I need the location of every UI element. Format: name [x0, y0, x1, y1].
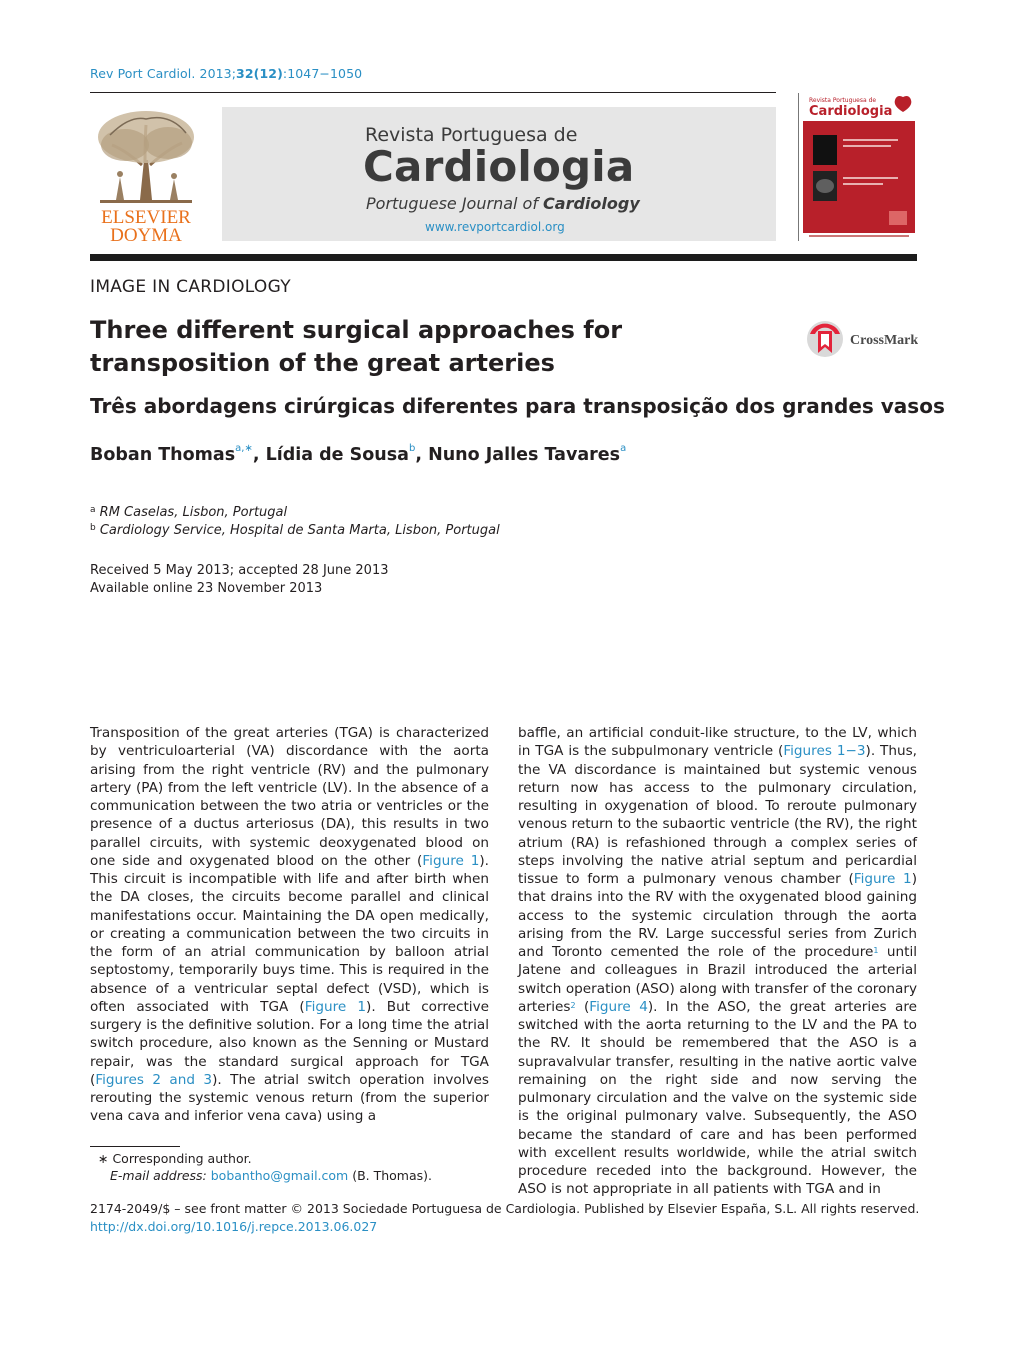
- svg-text:CrossMark: CrossMark: [850, 333, 918, 348]
- journal-url-link[interactable]: www.revportcardiol.org: [425, 220, 565, 234]
- header-rule-top: [90, 92, 776, 93]
- journal-name-line1: Revista Portuguesa de: [365, 124, 578, 146]
- figure-ref-link[interactable]: Figure 1: [853, 871, 912, 887]
- author-name[interactable]: Lídia de Sousa: [265, 445, 409, 465]
- author-affiliation-marker[interactable]: b: [408, 443, 416, 454]
- affiliation-b: $^b$ Cardiology Service, Hospital de Santa Marta, Lisbon, Portugal: [90, 523, 500, 538]
- citation-ref-link[interactable]: 1: [873, 946, 879, 955]
- journal-name-main: Cardiologia: [363, 142, 635, 191]
- crossmark-badge[interactable]: [806, 318, 918, 360]
- section-label: IMAGE IN CARDIOLOGY: [90, 277, 291, 297]
- author-affiliation-marker[interactable]: a,∗: [235, 443, 253, 454]
- figure-ref-link[interactable]: Figure 1: [422, 852, 480, 869]
- svg-text:Revista Portuguesa de: Revista Portuguesa de: [809, 97, 877, 104]
- figure-ref-link[interactable]: Figures 2 and 3: [95, 1071, 213, 1088]
- copyright-line: 2174-2049/$ – see front matter © 2013 Sociedade Portuguesa de Cardiologia. Published by Elsevier España, S.L. All rights reserved.: [90, 1201, 920, 1216]
- available-online-date: Available online 23 November 2013: [90, 581, 323, 596]
- figure-ref-link[interactable]: Figure 4: [589, 998, 648, 1015]
- doi-link[interactable]: http://dx.doi.org/10.1016/j.repce.2013.06.027: [90, 1219, 378, 1234]
- article-title: Three different surgical approaches for transposition of the great arteries: [90, 316, 623, 377]
- citation-ref-link[interactable]: 2: [570, 1000, 576, 1010]
- author-name[interactable]: Nuno Jalles Tavares: [428, 445, 621, 465]
- svg-text:ELSEVIER: ELSEVIER: [101, 207, 191, 228]
- elsevier-tree-icon: [90, 105, 202, 241]
- header-rule-bottom: [90, 254, 917, 261]
- affiliation-a: $^a$ RM Caselas, Lisbon, Portugal: [90, 505, 288, 520]
- body-column-left: Transposition of the great arteries (TGA) is characterized by ventriculoarterial (VA) discordance with the aorta arising from the right ventricle (RV) and the pulmonary artery (PA) from the left ventricle (LV). In the absence of a communication between the two atria or ventricles or the presence of a ductus arteriosus (DA), this results in two parallel circuits, with systemic deoxygenated blood on one side and oxygenated blood on the other (Figure 1). This circuit is incompatible with life and after birth when the DA closes, the circuits become parallel and clinical manifestations occur. Maintaining the DA open medically, or creating a communication between the two circuits in the form of an atrial communication by balloon atrial septostomy, temporarily buys time. This is required in the absence of a ventricular septal defect (VSD), which is often associated with TGA (Figure 1). But corrective surgery is the definitive solution. For a long time the atrial switch procedure, also known as the Senning or Mustard repair, was the standard surgical approach for TGA (Figures 2 and 3). The atrial switch operation involves rerouting the systemic venous return (from the superior vena cava and inferior vena cava) using a: [90, 725, 489, 1125]
- author-list: Boban Thomas$^{a,∗}$, Lídia de Sousa$^b$, Nuno Jalles Tavares$^a$: [90, 443, 627, 465]
- figure-ref-link[interactable]: Figure 1: [304, 998, 367, 1015]
- citation-line[interactable]: Rev Port Cardiol. 2013;32(12):1047−1050: [90, 66, 363, 81]
- figure-ref-link[interactable]: Figures 1−3: [783, 743, 866, 760]
- elsevier-doyma-logo: [90, 105, 202, 241]
- corresponding-author-footnote: ∗ Corresponding author. E-mail address: bobantho@gmail.com (B. Thomas).: [98, 1151, 432, 1183]
- journal-name-english: Portuguese Journal of Cardiology: [366, 194, 640, 213]
- footnote-rule: [90, 1146, 180, 1147]
- email-link[interactable]: bobantho@gmail.com: [210, 1168, 349, 1183]
- received-dates: Received 5 May 2013; accepted 28 June 2013: [90, 563, 389, 578]
- journal-cover-thumbnail: [798, 93, 916, 241]
- svg-text:Cardiologia: Cardiologia: [809, 104, 893, 119]
- author-name[interactable]: Boban Thomas: [90, 445, 236, 465]
- journal-banner: [222, 107, 776, 241]
- svg-text:DOYMA: DOYMA: [110, 225, 182, 241]
- article-subtitle: Três abordagens cirúrgicas diferentes para transposição dos grandes vasos: [90, 394, 945, 418]
- author-affiliation-marker[interactable]: a: [620, 443, 627, 454]
- body-column-right: baffle, an artificial conduit-like structure, to the LV, which in TGA is the subpulmonary ventricle (Figures 1−3). Thus, the VA discordance is maintained but systemic venous return now has access to the pulmonary circulation, resulting in oxygenation of blood. To reroute pulmonary venous return to the subaortic ventricle (the RV), the right atrium (RA) is refashioned through a complex series of steps involving the native atrial septum and pericardial tissue to form a pulmonary venous chamber (Figure 1) that drains into the RV with the oxygenated blood gaining access to the systemic circulation through the aorta arising from the RV. Large successful series from Zurich and Toronto cemented the role of the procedure$^1$ until Jatene and colleagues in Brazil introduced the arterial switch operation (ASO) along with transfer of the coronary arteries$^2$ (Figure 4). In the ASO, the great arteries are switched with the aorta returning to the LV and the PA to the RV. It should be remembered that the ASO is a supravalvular transfer, resulting in the native aortic valve remaining on the right side and now serving the pulmonary circulation and the valve on the systemic side is the original pulmonary valve. Subsequently, the ASO became the standard of care and has been performed with excellent results worldwide, while the atrial switch procedure receded into the background. However, the ASO is not appropriate in all patients with TGA and in: [518, 725, 918, 1198]
